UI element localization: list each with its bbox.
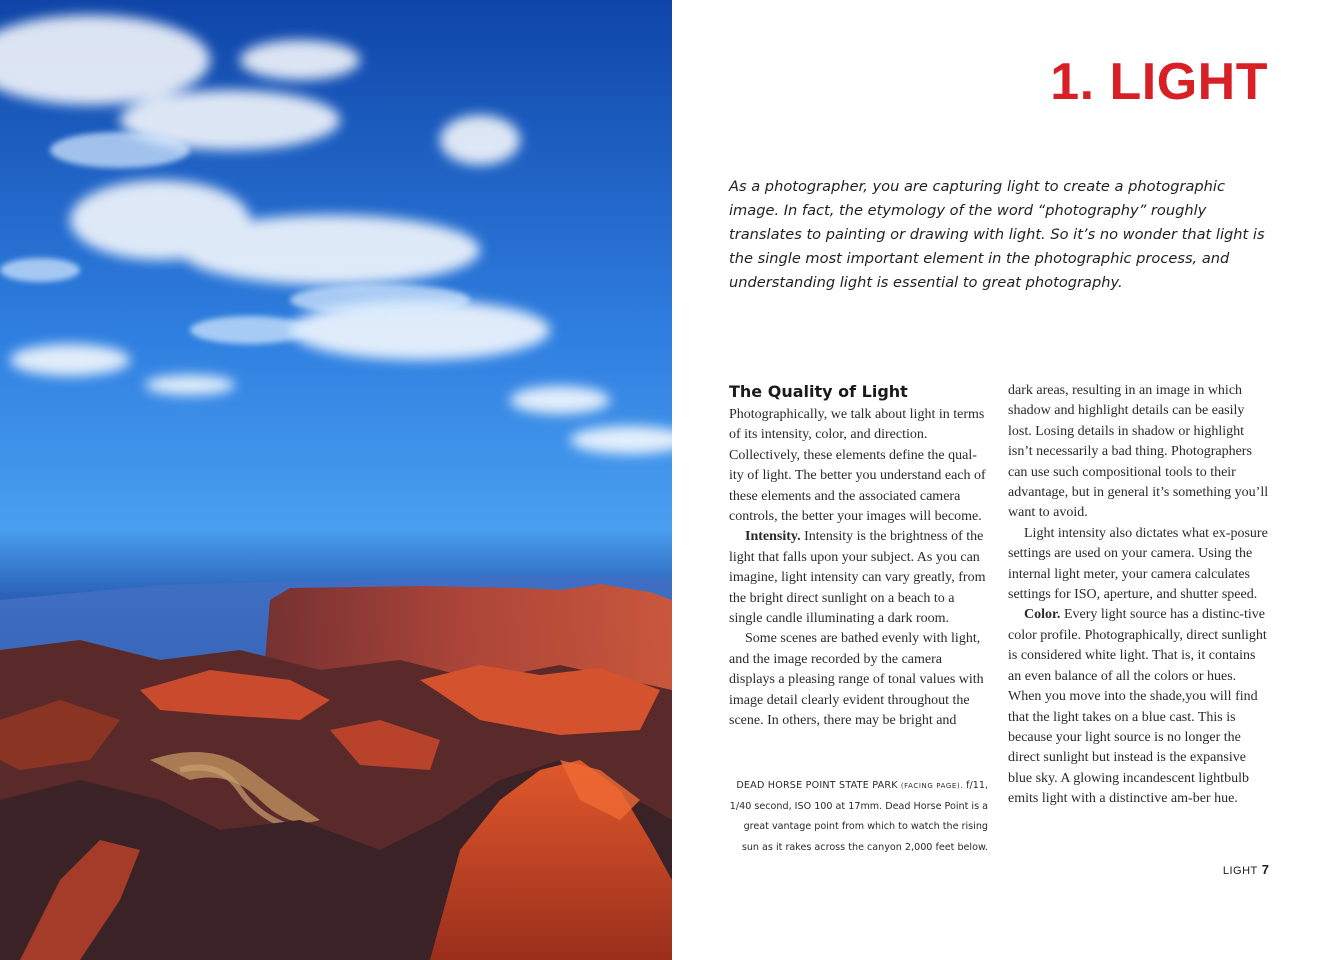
page-number: 7 <box>1261 862 1269 877</box>
page-footer <box>1223 862 1269 877</box>
photo-caption <box>729 776 988 858</box>
caption-title: DEAD HORSE POINT STATE PARK <box>736 780 898 791</box>
paragraph-text: Intensity is the brightness of the light that falls upon your subject. As you can imagine, light intensity can vary greatly, from the bright direct sunlight on a beach to a single candle illuminating a dark room. <box>729 529 986 627</box>
text-page <box>672 0 1344 960</box>
caption-text: f/11, 1/40 second, ISO 100 at 17mm. Dead Horse Point is a great vantage point from which to watch the rising sun as it rakes across the canyon 2,000 feet below. <box>729 780 988 853</box>
paragraph-text: Every light source has a distinc-tive color profile. Photographically, direct sunlight is considered white light. That is, it contains an even balance of all the colors or hues. When you move into the shade,you will find that the light takes on a blue cast. This is because your light source is no longer the direct sunlight but instead is the expansive blue sky. A glowing incandescent lightbulb emits light with a distinctive am-ber hue. <box>1008 607 1267 807</box>
chapter-title: 1. LIGHT <box>1050 53 1268 111</box>
body-paragraph: Light intensity also dictates what ex-posure settings are used on your camera. Using the internal light meter, your camera calculates settings for ISO, aperture, and shutter speed. <box>1008 525 1268 603</box>
chapter-intro: As a photographer, you are capturing light to create a photographic image. In fact, the etymology of the word “photography” roughly translates to painting or drawing with light. So it’s no wonder that light is the single most important element in the photographic process, and understanding light is essential to great photography. <box>729 178 1265 291</box>
section-heading: The Quality of Light <box>729 382 908 401</box>
body-paragraph: Some scenes are bathed evenly with light, and the image recorded by the camera displays a pleasing range of tonal values with image detail clearly evident throughout the scene. In others, there may be bright and <box>729 631 984 729</box>
run-in-heading-intensity: Intensity. <box>745 529 801 545</box>
body-paragraph-color <box>1008 605 1270 809</box>
body-paragraph: Photographically, we talk about light in terms of its intensity, color, and direction. Collectively, these elements define the qual-ity of light. The better you understand each of these elements and the associated camera controls, the better your images will become. <box>729 407 986 525</box>
body-column-right <box>1008 381 1270 810</box>
run-in-heading-color: Color. <box>1024 607 1061 623</box>
body-paragraph-intensity <box>729 527 991 629</box>
body-column-left <box>729 380 991 732</box>
caption-location: (FACING PAGE). <box>900 782 964 790</box>
body-paragraph: dark areas, resulting in an image in which shadow and highlight details can be easily lost. Losing details in shadow or highlight isn’t necessarily a bad thing. Photographers can use such compositional tools to their advantage, but in general it’s something you’ll want to avoid. <box>1008 383 1269 521</box>
running-footer-label: LIGHT <box>1222 865 1258 877</box>
